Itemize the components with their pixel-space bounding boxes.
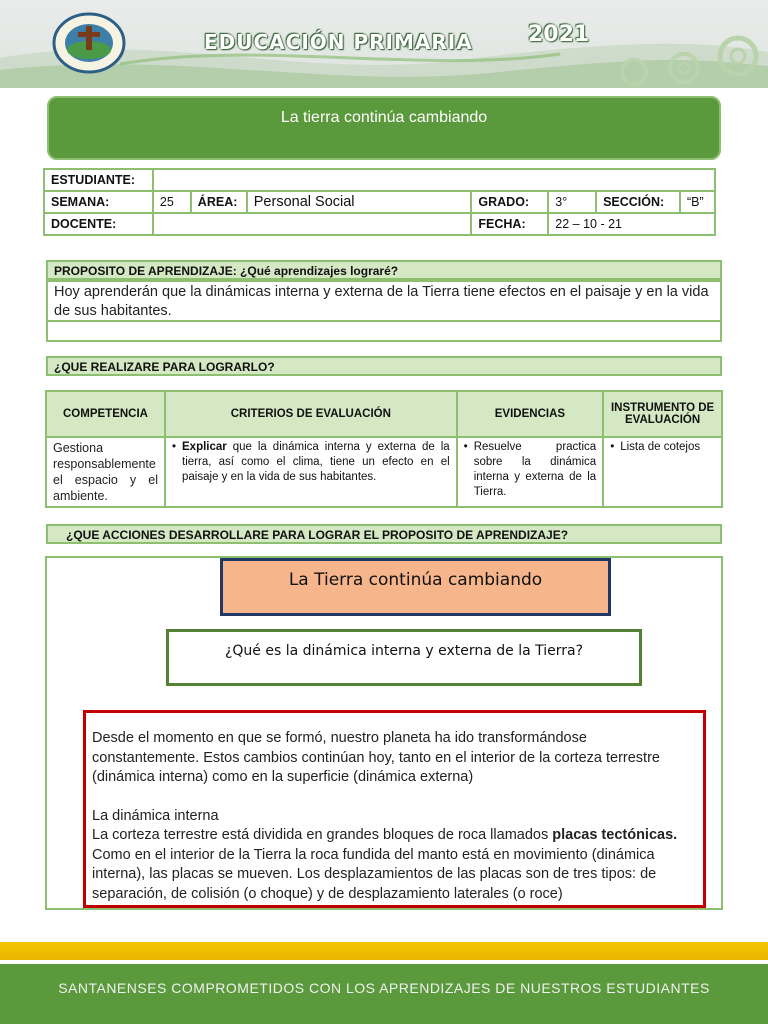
area-label: ÁREA: xyxy=(191,191,247,213)
fecha-label: FECHA: xyxy=(471,213,548,235)
bullet-icon: • xyxy=(463,441,468,453)
semana-value[interactable]: 25 xyxy=(153,191,191,213)
page-header xyxy=(0,0,768,88)
criterio-bold: Explicar xyxy=(182,441,227,453)
header-year: 2021 xyxy=(528,22,590,47)
reading-paragraph-2-end: Como en el interior de la Tierra la roca fundida del manto está en movimiento (dinámica interna), las placas se mueven. Los desplazamientos de las placas son de tres tipos: de separación, de colisión (o choque) y de desplazamiento laterales (o roce) xyxy=(92,846,657,902)
footer-stripe xyxy=(0,942,768,960)
evidencia-cell xyxy=(457,437,604,507)
estudiante-label: ESTUDIANTE: xyxy=(44,169,153,191)
table-row xyxy=(44,169,715,191)
page-title: La tierra continúa cambiando xyxy=(280,109,488,126)
actions-heading-label: ¿QUE ACCIONES DESARROLLARE PARA LOGRAR EL PROPOSITO DE APRENDIZAJE? xyxy=(66,528,569,542)
bullet-icon: • xyxy=(171,441,177,453)
reading-paragraph-2-start: La corteza terrestre está dividida en grandes bloques de roca llamados xyxy=(92,827,553,843)
plan-heading xyxy=(46,356,722,376)
question-box xyxy=(166,629,642,686)
estudiante-field[interactable] xyxy=(153,169,715,191)
school-logo xyxy=(52,12,126,74)
reading-paragraph-2-bold: placas tectónicas. xyxy=(552,827,678,843)
question-text: ¿Qué es la dinámica interna y externa de la Tierra? xyxy=(224,643,584,659)
column-header: INSTRUMENTO DE EVALUACIÓN xyxy=(603,391,722,437)
purpose-heading xyxy=(46,260,722,280)
docente-field[interactable] xyxy=(153,213,472,235)
purpose-box xyxy=(46,280,722,342)
purpose-heading-question: ¿Qué aprendizajes lograré? xyxy=(240,264,399,278)
table-header-row xyxy=(46,391,722,437)
competency-table xyxy=(45,390,723,508)
fecha-value[interactable]: 22 – 10 - 21 xyxy=(548,213,715,235)
purpose-text: Hoy aprenderán que la dinámicas interna y externa de la Tierra tiene efectos en el paisaje y en la vida de sus habitantes. xyxy=(54,284,709,319)
reading-paragraph-2 xyxy=(92,826,697,904)
title-banner xyxy=(47,96,721,160)
table-row xyxy=(46,437,722,507)
header-title: EDUCACIÓN PRIMARIA xyxy=(204,30,473,54)
criterio-text: que la dinámica interna y externa de la tierra, así como el clima, tiene un efecto en el paisaje y en la vida de sus habitantes. xyxy=(182,441,450,483)
grado-label: GRADO: xyxy=(471,191,548,213)
evidencia-text: Resuelve practica sobre la dinámica interna y externa de la Tierra. xyxy=(473,441,597,498)
topic-title-box xyxy=(220,558,611,616)
seccion-label: SECCIÓN: xyxy=(596,191,680,213)
purpose-heading-label: PROPOSITO DE APRENDIZAJE: xyxy=(54,264,237,278)
instrumento-text: Lista de cotejos xyxy=(620,441,701,453)
area-value[interactable]: Personal Social xyxy=(247,191,472,213)
reading-paragraph-1: Desde el momento en que se formó, nuestro planeta ha ido transformándose constantemente. Estos cambios continúan hoy, tanto en el interior de la corteza terrestre (dinámica interna) como en la superficie (dinámica externa) xyxy=(92,730,660,785)
table-row xyxy=(44,191,715,213)
instrumento-cell xyxy=(603,437,722,507)
competencia-cell: Gestiona responsablemente el espacio y el ambiente. xyxy=(46,437,165,507)
table-row xyxy=(44,213,715,235)
student-info-table xyxy=(43,168,716,236)
semana-label: SEMANA: xyxy=(44,191,153,213)
bullet-icon: • xyxy=(610,441,615,453)
page-footer xyxy=(0,964,768,1024)
grado-value[interactable]: 3° xyxy=(548,191,596,213)
column-header: COMPETENCIA xyxy=(46,391,165,437)
actions-heading xyxy=(46,524,722,544)
topic-title: La Tierra continúa cambiando xyxy=(288,570,543,590)
reading-box xyxy=(83,710,706,908)
seccion-value[interactable]: “B” xyxy=(680,191,715,213)
plan-heading-label: ¿QUE REALIZARE PARA LOGRARLO? xyxy=(54,360,275,374)
criterio-cell xyxy=(165,437,457,507)
column-header: CRITERIOS DE EVALUACIÓN xyxy=(165,391,457,437)
footer-slogan: SANTANENSES COMPROMETIDOS CON LOS APRENDIZAJES DE NUESTROS ESTUDIANTES xyxy=(58,980,710,996)
docente-label: DOCENTE: xyxy=(44,213,153,235)
reading-subheading: La dinámica interna xyxy=(92,807,219,824)
column-header: EVIDENCIAS xyxy=(457,391,604,437)
purpose-divider xyxy=(48,320,720,322)
